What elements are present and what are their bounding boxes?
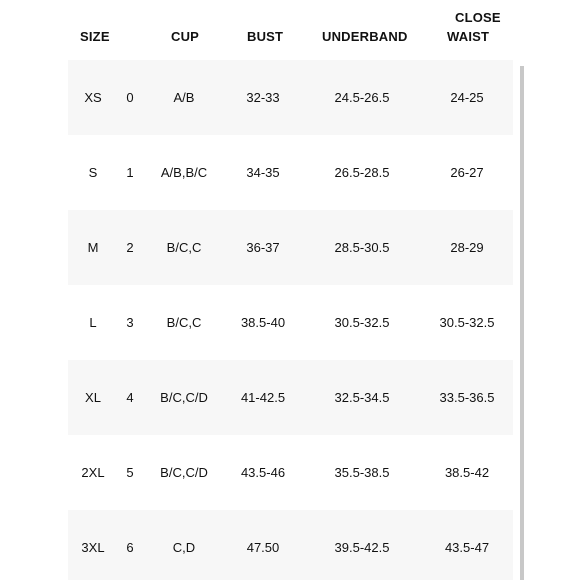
cell-cup: B/C,C/D — [160, 465, 208, 480]
cell-size: 3XL — [81, 540, 105, 555]
cell-size: M — [87, 240, 99, 255]
table-row — [68, 360, 513, 435]
cell-cup: B/C,C — [166, 240, 202, 255]
table-row — [68, 510, 513, 580]
cell-underband: 32.5-34.5 — [334, 390, 390, 405]
cell-size-number: 0 — [126, 90, 134, 105]
cell-waist: 24-25 — [450, 90, 484, 105]
scrollbar-thumb[interactable] — [520, 66, 524, 580]
header-size: SIZE — [80, 29, 110, 44]
cell-size-number: 1 — [126, 165, 134, 180]
cell-size-number: 6 — [126, 540, 134, 555]
header-waist-line2: WAIST — [447, 29, 490, 44]
cell-waist: 26-27 — [450, 165, 484, 180]
vertical-scrollbar[interactable] — [520, 66, 524, 580]
cell-underband: 28.5-30.5 — [334, 240, 390, 255]
cell-cup: A/B — [173, 90, 195, 105]
cell-bust: 41-42.5 — [240, 390, 286, 405]
cell-cup: B/C,C — [166, 315, 202, 330]
cell-bust: 43.5-46 — [240, 465, 286, 480]
cell-size: XL — [85, 390, 101, 405]
cell-bust: 38.5-40 — [240, 315, 286, 330]
cell-cup: B/C,C/D — [160, 390, 208, 405]
cell-waist: 38.5-42 — [444, 465, 490, 480]
cell-waist: 33.5-36.5 — [439, 390, 495, 405]
cell-size-number: 4 — [126, 390, 134, 405]
table-row — [68, 435, 513, 510]
cell-underband: 35.5-38.5 — [334, 465, 390, 480]
cell-underband: 30.5-32.5 — [334, 315, 390, 330]
cell-cup: C,D — [172, 540, 196, 555]
table-header — [0, 0, 580, 60]
cell-size-number: 3 — [126, 315, 134, 330]
table-row — [68, 210, 513, 285]
table-row — [68, 60, 513, 135]
cell-underband: 39.5-42.5 — [334, 540, 390, 555]
table-row — [68, 135, 513, 210]
cell-bust: 32-33 — [246, 90, 280, 105]
cell-bust: 36-37 — [246, 240, 280, 255]
cell-size: XS — [84, 90, 102, 105]
cell-cup: A/B,B/C — [160, 165, 208, 180]
cell-underband: 24.5-26.5 — [334, 90, 390, 105]
cell-size: L — [89, 315, 97, 330]
cell-bust: 34-35 — [246, 165, 280, 180]
cell-bust: 47.50 — [246, 540, 280, 555]
cell-size-number: 5 — [126, 465, 134, 480]
header-bust: BUST — [247, 29, 284, 44]
cell-size: S — [88, 165, 98, 180]
cell-waist: 43.5-47 — [444, 540, 490, 555]
table-row — [68, 285, 513, 360]
header-waist-line1: CLOSE — [455, 10, 501, 25]
header-underband: UNDERBAND — [322, 29, 408, 44]
cell-waist: 30.5-32.5 — [439, 315, 495, 330]
cell-size: 2XL — [81, 465, 105, 480]
cell-waist: 28-29 — [450, 240, 484, 255]
header-cup: CUP — [171, 29, 200, 44]
cell-size-number: 2 — [126, 240, 134, 255]
cell-underband: 26.5-28.5 — [334, 165, 390, 180]
